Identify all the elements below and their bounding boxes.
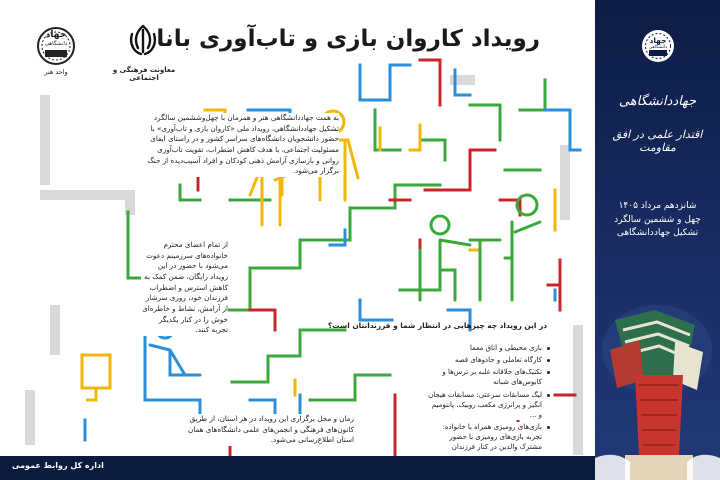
footer-label: اداره کل روابط عمومی: [12, 461, 104, 470]
jahad-logo-sub: دانشگاهی: [44, 41, 68, 47]
jahad-caption: واحد هنر: [44, 68, 68, 76]
frame-icon: [82, 355, 110, 400]
place-paragraph: زمان و محل برگزاری این رویداد در هر استان، از طریق کانون‌های فرهنگی و انجمن‌های علمی دانشگاه‌های همان استان اطلاع‌رسانی می‌شود.: [173, 414, 354, 446]
jahad-logo-name: جهاد: [45, 30, 67, 40]
slogan-line-1: جهاددانشگاهی: [618, 94, 697, 109]
invite-paragraph: از تمام اعضای محترم خانواده‌های سرزمینم دعوت می‌شود با حضور در این رویداد رایگان، ضمن کمک به کاهش استرس و اضطراب فرزندان خود، روزی سرشار از آرامش، نشاط و خاطره‌ای خوش را در کنار یکدیگر تجربه کنند.: [142, 240, 228, 335]
activities-list: [428, 343, 550, 454]
stacked-books-monument-icon: [595, 280, 720, 480]
list-item: بازی‌های رومیزی همراه با خانواده: تجربه بازی‌های رومیزی با حضور مشترک والدین در کنار فرزندان: [428, 422, 550, 452]
anniversary-date: [599, 200, 716, 241]
table-game-icon: [420, 195, 540, 300]
list-item: لیگ مسابقات سرعتی: مسابقات هیجان انگیز و پرانرژی مکعب روبیک، پانتومیم و ...: [428, 390, 550, 420]
panel-logo-name: جهاد: [649, 36, 667, 45]
slogan-line-2: اقتدار علمی در افق مقاومت: [612, 128, 703, 154]
date-line-3: تشکیل جهاددانشگاهی: [616, 228, 699, 238]
list-item: تکنیک‌های خلاقانه غلبه بر ترس‌ها و کابوس‌های شبانه: [428, 367, 550, 387]
date-line-2: چهل و ششمین سالگرد: [614, 214, 701, 225]
date-line-1: شانزدهم مرداد ۱۴۰۵: [618, 201, 697, 211]
question-heading: در این رویداد چه چیزهایی در انتظار شما و فرزندانتان است؟: [327, 321, 547, 330]
side-panel: [595, 0, 720, 480]
iran-emblem-icon: [126, 22, 160, 60]
intro-paragraph: به همت جهاددانشگاهی هنر و همزمان با چهل‌وششمین سالگرد تشکیل جهاددانشگاهی، رویداد ملی «کاروان بازی و تاب‌آوری» با حضور دانشجویان دانشگاه‌های سراسر کشور و در راستای ایفای مسئولیت اجتماعی، با هدف کاهش اضطراب، تقویت تاب‌آوری روانی و بازسازی آرامش ذهنی کودکان و افراد آسیب‌دیده از جنگ برگزار می‌شود.: [142, 113, 339, 177]
deputy-caption: معاونت فرهنگی و اجتماعی: [112, 66, 176, 82]
panel-logo-sub: دانشگاهی: [648, 45, 668, 50]
list-item: بازی محیطی و اتاق معما: [428, 343, 550, 353]
list-item: کارگاه تعاملی و جادوهای قصه: [428, 355, 550, 365]
page-title: رویداد کاروان بازی و تاب‌آوری بانا: [156, 26, 540, 52]
